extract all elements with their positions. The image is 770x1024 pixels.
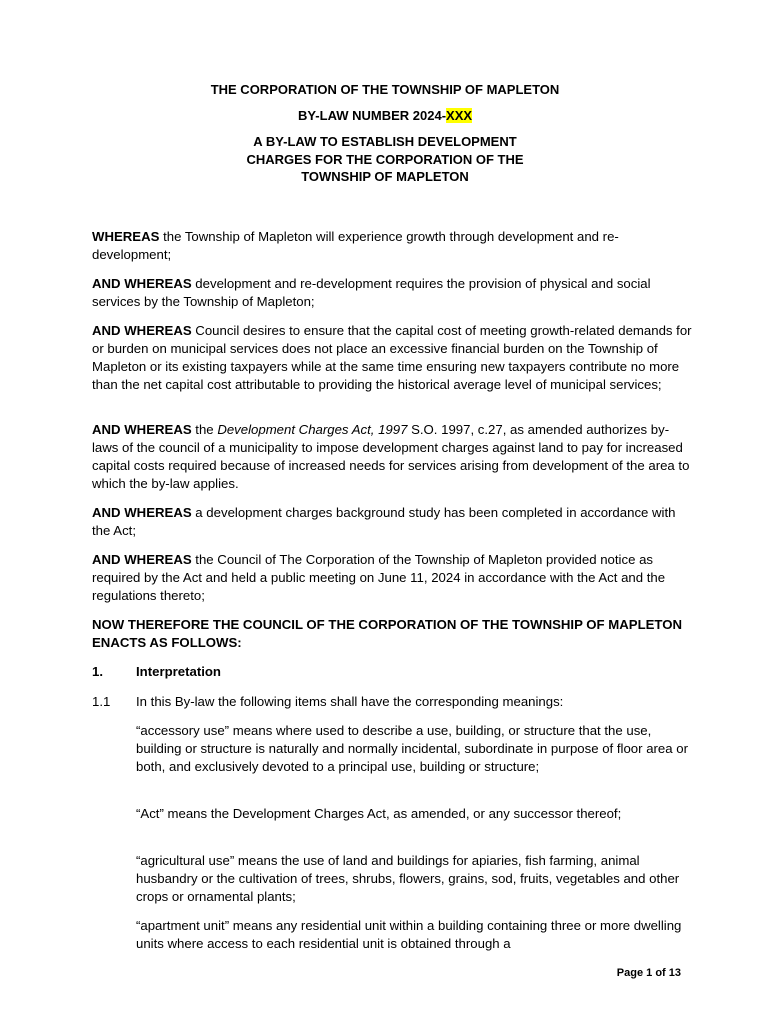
recital-text: a development charges background study has been completed in accordance with the Act; [92, 505, 676, 538]
recital-lead: AND WHEREAS [92, 323, 192, 338]
recital-paragraph [92, 322, 692, 394]
recital-text: Council desires to ensure that the capital cost of meeting growth-related demands for or burden on municipal services does not place an excessive financial burden on the Township of Mapleton or its existing taxpayers while at the same time ensuring new taxpayers contribute no more than the net capital cost attributable to providing the historical average level of municipal services; [92, 323, 692, 392]
recital-text: development and re-development requires the provision of physical and social services by the Township of Mapleton; [92, 276, 651, 309]
page-number: Page 1 of 13 [616, 967, 681, 979]
definition-item: “apartment unit” means any residential unit within a building containing three or more dwelling units where access to each residential unit is obtained through a [136, 918, 682, 951]
bylaw-title-line: A BY-LAW TO ESTABLISH DEVELOPMENT [253, 134, 517, 149]
recital-paragraph [92, 421, 692, 493]
recital-text: the Council of The Corporation of the Township of Mapleton provided notice as required by the Act and held a public meeting on June 11, 2024 in accordance with the Act and the regulations thereto; [92, 552, 666, 603]
subsection-number: 1.1 [92, 694, 111, 709]
recital-lead: WHEREAS [92, 229, 160, 244]
recital-paragraph [92, 275, 692, 311]
bylaw-number-placeholder: XXX [446, 108, 473, 123]
recital-text: S.O. 1997, c.27, as amended authorizes by-laws of the council of a municipality to impose development charges against land to pay for increased capital costs required because of increased needs for services arising from development of the area to which the by-law applies. [92, 422, 690, 491]
definition-item: “agricultural use” means the use of land and buildings for apiaries, fish farming, animal husbandry or the cultivation of trees, shrubs, flowers, grains, sod, fruits, vegetables and other crops or ornamental plants; [136, 853, 680, 904]
recital-paragraph [92, 228, 692, 264]
recital-paragraph [92, 504, 692, 540]
corporation-heading: THE CORPORATION OF THE TOWNSHIP OF MAPLETON [210, 82, 560, 97]
subsection-text: In this By-law the following items shall have the corresponding meanings: [136, 694, 564, 709]
definition-item: “accessory use” means where used to describe a use, building, or structure that the use, building or structure is naturally and normally incidental, subordinate in purpose of floor area or both, and exclusively devoted to a principal use, building or structure; [136, 723, 688, 774]
bylaw-number-prefix: BY-LAW NUMBER 2024- [297, 108, 447, 123]
recital-lead: AND WHEREAS [92, 552, 192, 567]
bylaw-number [0, 107, 770, 125]
recital-text: the [191, 422, 218, 437]
recital-text: the Township of Mapleton will experience growth through development and re-development; [92, 229, 619, 262]
enacting-clause: NOW THEREFORE THE COUNCIL OF THE CORPORATION OF THE TOWNSHIP OF MAPLETON ENACTS AS FOLLOWS: [92, 617, 683, 650]
recital-lead: AND WHEREAS [92, 505, 192, 520]
section-number: 1. [92, 664, 103, 679]
section-title: Interpretation [136, 664, 221, 679]
recital-paragraph [92, 551, 692, 605]
bylaw-title [0, 133, 770, 186]
bylaw-title-line: CHARGES FOR THE CORPORATION OF THE [246, 151, 524, 167]
recital-lead: AND WHEREAS [92, 422, 192, 437]
act-title: Development Charges Act, 1997 [217, 422, 408, 437]
recital-lead: AND WHEREAS [92, 276, 192, 291]
definition-item: “Act” means the Development Charges Act, as amended, or any successor thereof; [136, 806, 622, 821]
bylaw-title-line: TOWNSHIP OF MAPLETON [301, 169, 469, 184]
